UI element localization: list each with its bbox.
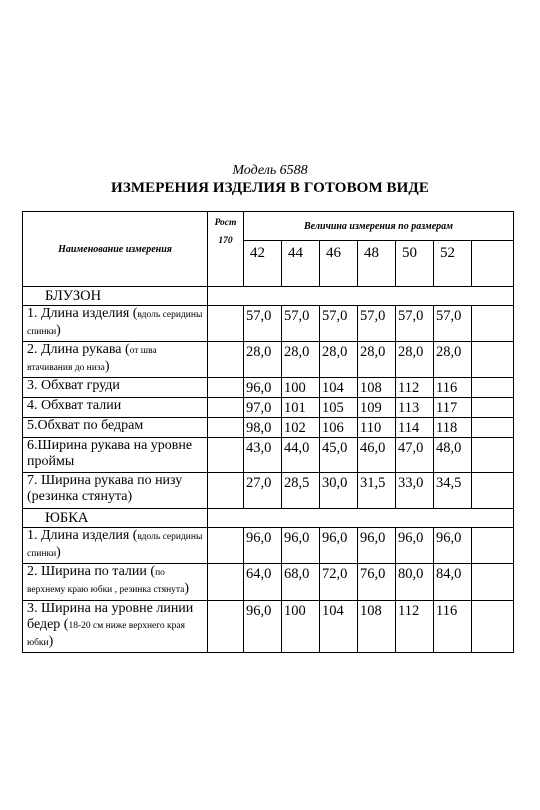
empty-size-cell [472,306,514,342]
measurement-label [23,418,208,438]
section-filler [208,509,514,528]
measurement-value: 118 [434,418,472,438]
section-row [23,287,514,306]
measurement-value: 43,0 [244,438,282,473]
measurement-value: 116 [434,601,472,653]
section-title: ЮБКА [23,509,208,528]
measurement-value: 28,5 [282,473,320,509]
section-row [23,509,514,528]
measurement-label-text: 1. Длина изделия ( [27,528,138,543]
size-cell: 44 [282,241,320,287]
measurement-value: 72,0 [320,564,358,601]
header-size-values: Величина измерения по размерам [244,212,514,241]
measurement-value: 27,0 [244,473,282,509]
size-cell: 52 [434,241,472,287]
model-number: Модель 6588 [232,163,308,178]
section-title: БЛУЗОН [23,287,208,306]
measurement-label-text: 3. Обхват груди [27,378,120,393]
height-cell [208,398,244,418]
header-measurement-name: Наименование измерения [23,212,208,287]
measurement-value: 96,0 [358,528,396,564]
measurement-label [23,528,208,564]
measurement-value: 57,0 [358,306,396,342]
measurement-value: 117 [434,398,472,418]
measurement-row [23,438,514,473]
measurement-value: 105 [320,398,358,418]
measurement-value: 28,0 [320,342,358,378]
empty-size-cell [472,473,514,509]
measurement-value: 108 [358,601,396,653]
measurement-value: 96,0 [320,528,358,564]
measurement-value: 102 [282,418,320,438]
measurement-label-text: 4. Обхват талии [27,398,122,413]
measurement-value: 28,0 [358,342,396,378]
empty-size-cell [472,564,514,601]
empty-size-cell [472,418,514,438]
size-cell: 42 [244,241,282,287]
measurement-value: 45,0 [320,438,358,473]
height-label: Рост [214,218,237,228]
measurement-label [23,473,208,509]
measurement-row [23,418,514,438]
measurement-value: 57,0 [434,306,472,342]
header-height [208,212,244,287]
measurement-value: 104 [320,601,358,653]
section-filler [208,287,514,306]
measurement-value: 100 [282,378,320,398]
measurement-label [23,438,208,473]
measurement-value: 98,0 [244,418,282,438]
measurement-value: 96,0 [244,378,282,398]
measurement-row [23,342,514,378]
measurement-row [23,528,514,564]
measurement-value: 33,0 [396,473,434,509]
measurement-value: 28,0 [396,342,434,378]
measurement-value: 31,5 [358,473,396,509]
measurement-value: 64,0 [244,564,282,601]
height-cell [208,378,244,398]
measurement-value: 76,0 [358,564,396,601]
document-title: ИЗМЕРЕНИЯ ИЗДЕЛИЯ В ГОТОВОМ ВИДЕ [111,180,429,196]
empty-size-cell [472,342,514,378]
measurement-value: 114 [396,418,434,438]
measurement-note: по верхнему краю юбки , резинка стянута [27,568,185,595]
measurement-label-text: 1. Длина изделия ( [27,306,138,321]
measurement-label-text: 2. Ширина по талии ( [27,564,156,579]
measurement-value: 30,0 [320,473,358,509]
measurement-label-tail: ) [104,359,110,374]
height-value: 170 [218,236,233,246]
measurement-row [23,306,514,342]
empty-size-cell [472,528,514,564]
measurement-label [23,398,208,418]
measurement-value: 28,0 [244,342,282,378]
measurement-note: вдоль серидины спинки [27,532,203,559]
measurement-label-text: 7. Ширина рукава по низу (резинка стянута) [27,473,183,504]
height-cell [208,342,244,378]
measurement-label [23,564,208,601]
measurement-value: 104 [320,378,358,398]
measurement-value: 101 [282,398,320,418]
measurement-note: от шва втачивания до низа [27,346,157,373]
height-cell [208,473,244,509]
measurement-label [23,601,208,653]
empty-size-cell [472,398,514,418]
height-cell [208,564,244,601]
empty-size-cell [472,378,514,398]
measurement-label-text: 6.Ширина рукава на уровне проймы [27,438,193,469]
measurement-value: 47,0 [396,438,434,473]
measurements-table [22,211,514,653]
size-cell: 48 [358,241,396,287]
empty-size-cell [472,438,514,473]
measurement-label-text: 3. Ширина на уровне линии бедер ( [27,601,194,632]
header-row [23,212,514,241]
measurement-label [23,342,208,378]
measurement-value: 106 [320,418,358,438]
measurement-label-text: 2. Длина рукава ( [27,342,130,357]
measurement-value: 116 [434,378,472,398]
height-cell [208,306,244,342]
measurement-value: 97,0 [244,398,282,418]
empty-size-cell [472,601,514,653]
measurement-value: 110 [358,418,396,438]
measurement-value: 48,0 [434,438,472,473]
measurement-value: 100 [282,601,320,653]
measurement-value: 113 [396,398,434,418]
size-cell [472,241,514,287]
measurement-label-tail: ) [56,323,61,338]
measurement-label [23,306,208,342]
measurement-value: 108 [358,378,396,398]
measurement-label-tail: ) [184,581,190,596]
measurement-value: 112 [396,601,434,653]
measurement-value: 28,0 [434,342,472,378]
measurement-row [23,473,514,509]
measurement-value: 96,0 [434,528,472,564]
size-cell: 50 [396,241,434,287]
height-cell [208,418,244,438]
measurement-value: 28,0 [282,342,320,378]
measurement-value: 44,0 [282,438,320,473]
measurement-value: 68,0 [282,564,320,601]
measurement-value: 96,0 [396,528,434,564]
measurement-value: 96,0 [244,601,282,653]
size-cell: 46 [320,241,358,287]
measurement-value: 46,0 [358,438,396,473]
measurement-label-tail: ) [56,545,61,560]
measurement-row [23,378,514,398]
height-cell [208,438,244,473]
measurement-label [23,378,208,398]
measurement-value: 57,0 [244,306,282,342]
measurement-value: 112 [396,378,434,398]
measurement-row [23,398,514,418]
measurement-row [23,601,514,653]
height-cell [208,601,244,653]
height-cell [208,528,244,564]
measurement-note: 18-20 см ниже верхнего края юбки [27,621,185,648]
measurement-label-tail: ) [48,634,54,649]
measurement-value: 57,0 [396,306,434,342]
measurement-note: вдоль серидины спинки [27,310,203,337]
measurement-label-text: 5.Обхват по бедрам [27,418,144,433]
measurement-value: 34,5 [434,473,472,509]
measurement-value: 80,0 [396,564,434,601]
measurement-value: 96,0 [244,528,282,564]
measurement-value: 96,0 [282,528,320,564]
measurement-value: 84,0 [434,564,472,601]
measurement-value: 57,0 [282,306,320,342]
measurement-value: 57,0 [320,306,358,342]
measurement-value: 109 [358,398,396,418]
measurement-row [23,564,514,601]
